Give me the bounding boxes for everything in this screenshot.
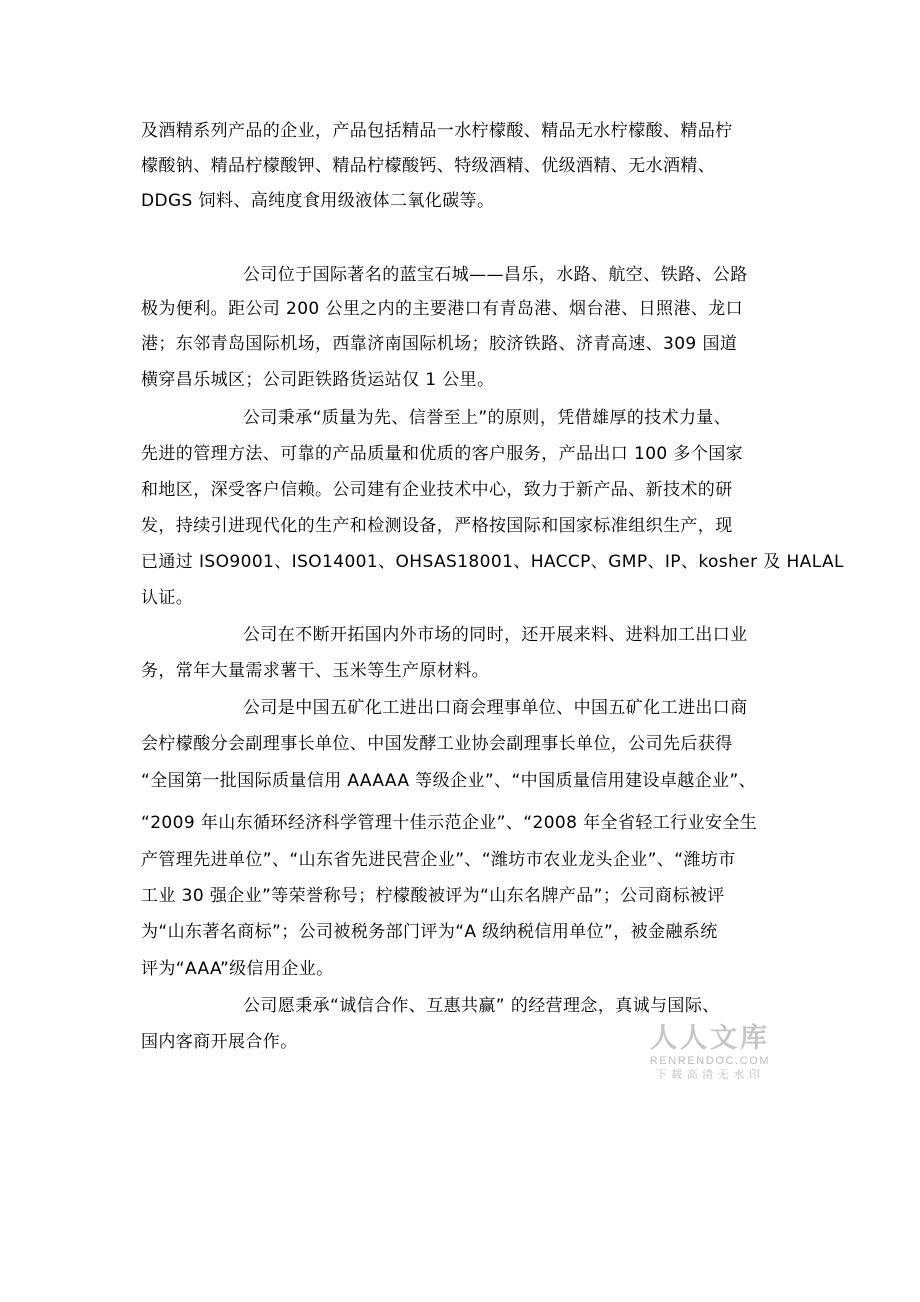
text-line: 公司愿秉承“诚信合作、互惠共赢” 的经营理念，真诚与国际、: [243, 996, 720, 1016]
watermark-site: RENRENDOC.COM: [649, 1055, 771, 1067]
text-line: “2009 年山东循环经济科学管理十佳示范企业”、“2008 年全省轻工行业安全生: [141, 813, 758, 833]
text-line: 国内客商开展合作。: [141, 1032, 298, 1052]
text-line: 港；东邻青岛国际机场，西靠济南国际机场；胶济铁路、济青高速、309 国道: [141, 334, 738, 354]
text-line: 公司位于国际著名的蓝宝石城——昌乐，水路、航空、铁路、公路: [243, 265, 748, 285]
text-line: 和地区，深受客户信赖。公司建有企业技术中心，致力于新产品、新技术的研: [141, 480, 733, 500]
text-line: 务，常年大量需求薯干、玉米等生产原材料。: [141, 661, 489, 681]
text-line: 公司秉承“质量为先、信誉至上”的原则，凭借雄厚的技术力量、: [243, 408, 732, 428]
text-line: 公司在不断开拓国内外市场的同时，还开展来料、进料加工出口业: [243, 625, 748, 645]
text-line: 为“山东著名商标”；公司被税务部门评为“A 级纳税信用单位”，被金融系统: [141, 922, 718, 942]
text-line: 产管理先进单位”、“山东省先进民营企业”、“潍坊市农业龙头企业”、“潍坊市: [141, 850, 736, 870]
watermark-tagline: 下载高清无水印: [655, 1068, 765, 1081]
text-line: “全国第一批国际质量信用 AAAAA 等级企业”、“中国质量信用建设卓越企业”、: [141, 771, 757, 791]
text-line: 工业 30 强企业”等荣誉称号；柠檬酸被评为“山东名牌产品”；公司商标被评: [141, 886, 725, 906]
watermark: [640, 1024, 780, 1082]
text-line: DDGS 饲料、高纯度食用级液体二氧化碳等。: [141, 191, 495, 211]
text-line: 横穿昌乐城区；公司距铁路货运站仅 1 公里。: [141, 370, 495, 390]
text-line: 极为便利。距公司 200 公里之内的主要港口有青岛港、烟台港、日照港、龙口: [141, 299, 744, 319]
text-line: 认证。: [141, 588, 194, 608]
text-line: 会柠檬酸分会副理事长单位、中国发酵工业协会副理事长单位，公司先后获得: [141, 734, 733, 754]
text-line: 先进的管理方法、可靠的产品质量和优质的客户服务，产品出口 100 多个国家: [141, 444, 744, 464]
text-line: 已通过 ISO9001、ISO14001、OHSAS18001、HACCP、GMP、IP、kosher 及 HALAL: [141, 552, 844, 572]
text-line: 檬酸钠、精品柠檬酸钾、精品柠檬酸钙、特级酒精、优级酒精、无水酒精、: [141, 156, 716, 176]
text-line: 发，持续引进现代化的生产和检测设备，严格按国际和国家标准组织生产，现: [141, 516, 733, 536]
text-line: 评为“AAA”级信用企业。: [141, 959, 334, 979]
watermark-logo-text: 人人文库: [650, 1023, 770, 1054]
text-line: 及酒精系列产品的企业，产品包括精品一水柠檬酸、精品无水柠檬酸、精品柠: [141, 121, 733, 141]
text-line: 公司是中国五矿化工进出口商会理事单位、中国五矿化工进出口商: [243, 698, 748, 718]
